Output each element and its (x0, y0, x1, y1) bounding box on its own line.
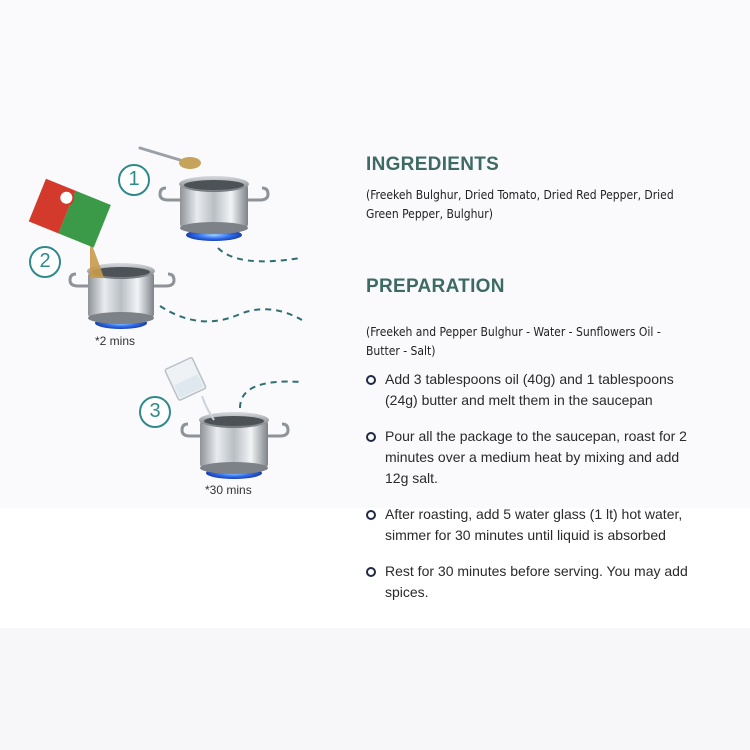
step-number-2-label: 2 (39, 250, 51, 272)
recipe-text-column (366, 150, 706, 603)
preparation-step-text: Rest for 30 minutes before serving. You may add spices. (385, 563, 688, 600)
preparation-step-1 (366, 369, 706, 411)
preparation-title: PREPARATION (366, 276, 505, 297)
step-number-1-label: 1 (128, 168, 140, 190)
preparation-step-text: Add 3 tablespoons oil (40g) and 1 tablespoons (24g) butter and melt them in the saucepan (385, 371, 674, 408)
pot-step-3 (182, 412, 288, 479)
connector-line-3 (240, 382, 302, 408)
water-glass-icon (165, 357, 214, 420)
preparation-text: (Freekeh and Pepper Bulghur - Water - Sunflowers Oil - Butter - Salt) (366, 325, 661, 358)
bullet-icon (366, 510, 376, 520)
caption-2-mins: *2 mins (95, 334, 136, 348)
preparation-steps (366, 369, 706, 603)
spoon-icon (140, 148, 201, 169)
bullet-icon (366, 375, 376, 385)
preparation-step-2 (366, 426, 706, 489)
preparation-step-4 (366, 561, 706, 603)
pot-step-1 (160, 176, 268, 241)
preparation-step-text: After roasting, add 5 water glass (1 lt) hot water, simmer for 30 minutes until liquid is absorbed (385, 506, 683, 543)
cooking-steps-illustration (0, 0, 340, 520)
ingredients-text: (Freekeh Bulghur, Dried Tomato, Dried Red Pepper, Dried Green Pepper, Bulghur) (366, 188, 674, 221)
preparation-step-3 (366, 504, 706, 546)
preparation-step-text: Pour all the package to the saucepan, roast for 2 minutes over a medium heat by mixing and add 12g salt. (385, 428, 687, 486)
bullet-icon (366, 567, 376, 577)
pot-step-2 (70, 263, 174, 329)
connector-line-1 (218, 248, 300, 261)
step-number-3-label: 3 (149, 400, 161, 422)
connector-line-2 (160, 306, 302, 321)
ingredients-title: INGREDIENTS (366, 154, 500, 175)
caption-30-mins: *30 mins (205, 483, 252, 497)
bullet-icon (366, 432, 376, 442)
